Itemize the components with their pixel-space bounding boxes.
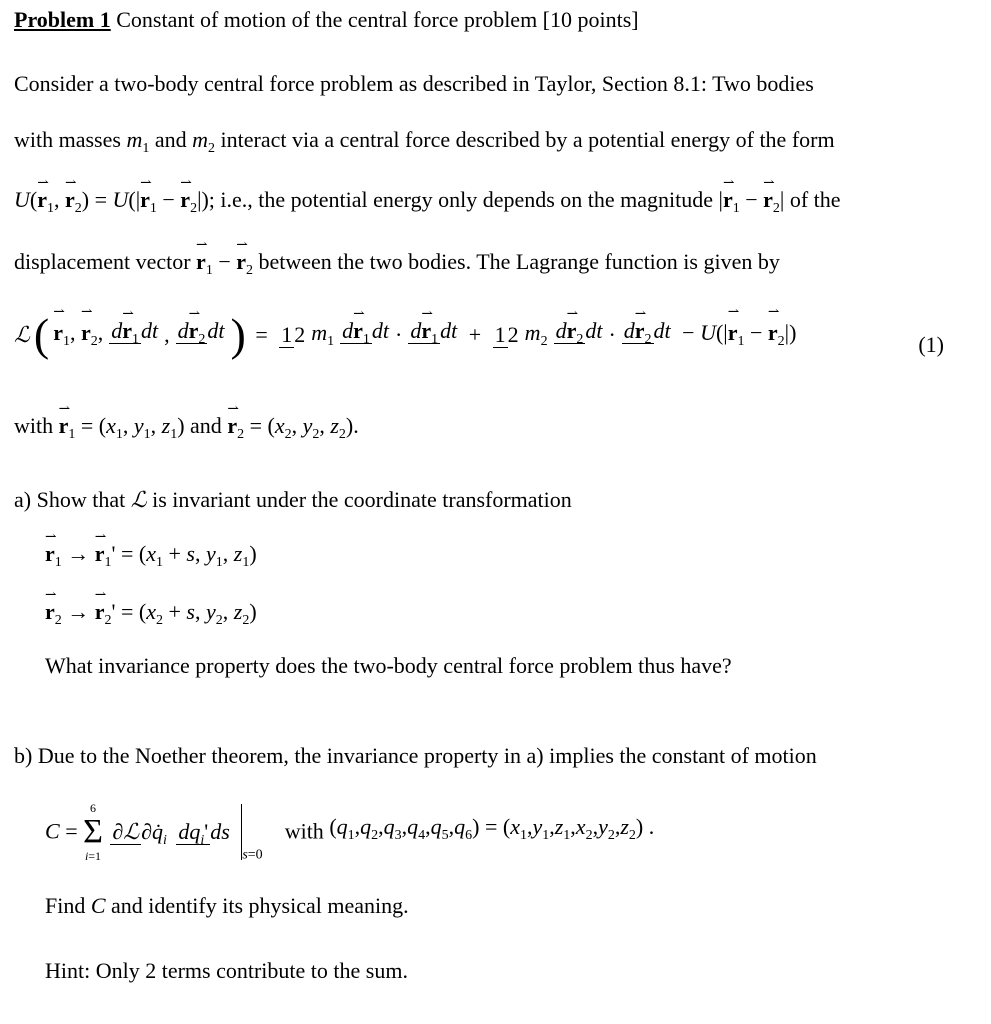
problem-title: Constant of motion of the central force problem [10 points] xyxy=(116,7,639,32)
potential-expression: U(⇀ $r_1$, ⇀ $r_2$) = U(|⇀ $r_1$ − ⇀ $r_2|$) xyxy=(14,187,209,212)
part-b-label: b) xyxy=(14,743,33,768)
problem-label: Problem 1 xyxy=(14,7,111,32)
equation-number: (1) xyxy=(918,332,944,357)
intro-line-2: with masses $m_1$ and $m_2$ interact via a central force described by a potential energy of the form xyxy=(14,127,835,156)
part-a-question: What invariance property does the two-body central force problem thus have? xyxy=(45,653,732,678)
part-a-label: a) xyxy=(14,487,32,512)
intro-line-3: U(⇀ $r_1$, ⇀ $r_2$) = U(|⇀ $r_1$ − ⇀ $r_2|$); i.e., the potential energy only depends on the magnitude |⇀ $r_1$ − ⇀ $r_2|$ of the xyxy=(14,186,841,223)
problem-heading xyxy=(14,6,639,34)
part-b-hint: Hint: Only 2 terms contribute to the sum. xyxy=(45,958,408,983)
intro-line-1: Consider a two-body central force problem as described in Taylor, Section 8.1: Two bodies xyxy=(14,71,814,96)
intro-line-4: displacement vector ⇀ $r_1$ − ⇀ $r_2$ between the two bodies. The Lagrange function is given by xyxy=(14,248,780,285)
lagrangian-equation: ℒ ( ⇀ $r_1$, ⇀ $r_2$, d⇀ $r_1dt$ , d⇀ $r_2dt$ ) = 12 $m_1$ d⇀ $r_1dt$ · d⇀ $r_1dt + 12$ $m_2$ d⇀ $r_2dt$ · d⇀ $r_2dt$ − U(|⇀ $r_1$ − ⇀ $r_2|$) (1) xyxy=(14,312,974,382)
transform-r2: ⇀ $r_2$ → ⇀ $r_2' = (x_2 + s$, $y_2$, $z_2$) xyxy=(45,598,257,635)
transform-r1: ⇀ $r_1$ → ⇀ $r_1' = (x_1 + s$, $y_1$, $z_1$) xyxy=(45,540,257,577)
noether-equation: C = 6 Σ i=1 $\partial ℒ\partial q̇_i$ $dq_i'ds$ $_{s=0}$ with $(q_1,q_2,q_3,q_4,q_5,q_6) = (x_1,y_1,z_1,x_2,y_2,z_2)$ . xyxy=(45,800,655,863)
coordinates-line: with ⇀ $r_1 = (x_1$, $y_1$, $z_1$) and ⇀ $r_2 = (x_2$, $y_2$, $z_2$). xyxy=(14,412,359,449)
part-b-prompt: b) Due to the Noether theorem, the invariance property in a) implies the constant of motion xyxy=(14,743,817,768)
part-b-find: Find C and identify its physical meaning. xyxy=(45,893,409,918)
part-a-prompt: a) Show that ℒ is invariant under the coordinate transformation xyxy=(14,487,572,513)
